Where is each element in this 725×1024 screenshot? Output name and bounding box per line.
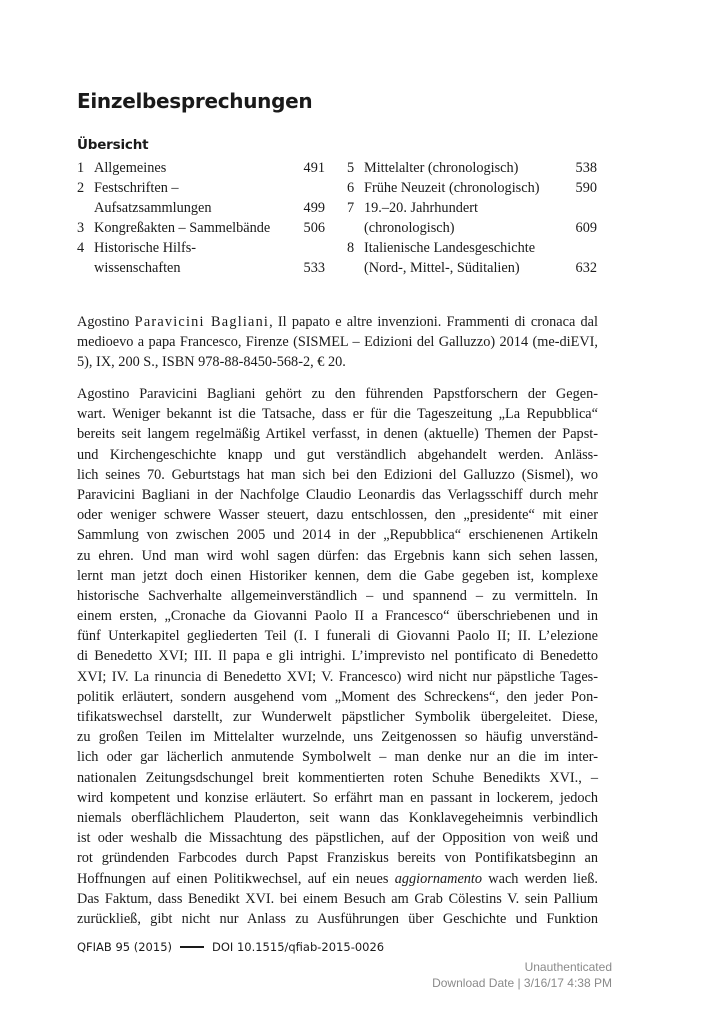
overview-number xyxy=(77,198,94,218)
page-footer xyxy=(77,940,384,954)
overview-row xyxy=(77,178,325,198)
overview-label: Allgemeines xyxy=(94,160,167,176)
body-line: oder weniger schwere Wasser steuert, dazu entschlossen, den „presidente“ mit einer xyxy=(77,507,598,524)
overview-row xyxy=(347,178,597,198)
overview-label: Festschriften – xyxy=(94,180,179,196)
overview-number: 6 xyxy=(347,180,355,196)
reference-author-first: Agostino xyxy=(77,314,130,330)
overview-label: wissenschaften xyxy=(94,260,181,276)
overview-page xyxy=(565,198,597,218)
body-line: tifikatswechsel darstellt, zur Wunderwelt päpstlicher Symbolik übergeleitet. Diese, xyxy=(77,709,598,725)
overview-page xyxy=(293,238,325,258)
body-line: lich seines 70. Geburtstags hat man sich bei den Edizioni del Galluzzo (Sismel), wo xyxy=(77,466,598,483)
overview-page: 506 xyxy=(303,220,325,236)
overview-page xyxy=(293,178,325,198)
overview-number: 7 xyxy=(347,200,355,216)
overview-row xyxy=(347,258,597,278)
overview-row xyxy=(77,258,325,278)
body-line: zurückließ, gibt nicht nur Anlass zu Ausführungen über Geschichte und Funktion xyxy=(77,910,598,927)
overview-number xyxy=(347,218,364,238)
body-line: politik erläutert, sondern ausgehend vom „Moment des Schreckens“, den jeder Pon- xyxy=(77,688,598,705)
overview-label: Aufsatzsammlungen xyxy=(94,200,212,216)
body-line: historische Sachverhalte allgemeinverständlich – und spannend – zu vermitteln. In xyxy=(77,587,598,604)
overview-number xyxy=(347,258,364,278)
footer-rule xyxy=(180,946,204,948)
journal-citation: QFIAB 95 (2015) xyxy=(77,940,172,954)
italic-term: aggiornamento xyxy=(394,870,483,887)
overview-label: (Nord-, Mittel-, Süditalien) xyxy=(364,260,520,276)
body-line: wart. Weniger bekannt ist die Tatsache, dass er für die Tageszeitung „La Repubblica“ xyxy=(77,406,598,423)
overview-column-left xyxy=(77,158,325,278)
overview-page: 499 xyxy=(303,200,325,216)
reference-citation: , Il papato e altre invenzioni. Frammenti di cronaca dal medioevo a papa Francesco, Firenze (SISMEL – Edizioni del Galluzzo) 2014 (me-diEVI, 5), IX, 200 S., ISBN 978-88-8450-568-2, € 20. xyxy=(77,314,599,371)
overview-row xyxy=(77,158,325,178)
body-line: Das Faktum, dass Benedikt XVI. bei einem Besuch am Grab Cölestins V. sein Pallium xyxy=(77,890,598,907)
overview-number xyxy=(77,258,94,278)
watermark-auth: Unauthenticated xyxy=(524,960,612,974)
overview-label: Italienische Landesgeschichte xyxy=(364,240,536,256)
overview-row xyxy=(347,238,597,258)
body-line: fünf Unterkapitel gegliederten Teil (I. I funerali di Giovanni Paolo II; II. L’elezione xyxy=(77,628,598,645)
overview-label: Historische Hilfs- xyxy=(94,240,197,256)
overview-number: 2 xyxy=(77,180,85,196)
body-line: zu ehren. Und man wird wohl sagen dürfen: das Ergebnis kann sich sehen lassen, xyxy=(77,547,598,564)
body-line xyxy=(77,869,598,889)
body-line: ist oder weshalb die Missachtung des päpstlichen, auf der Opposition von weiß und xyxy=(77,830,598,847)
overview-table xyxy=(77,135,597,276)
overview-label: (chronologisch) xyxy=(364,220,455,236)
section-heading: Einzelbesprechungen xyxy=(77,89,313,113)
overview-row xyxy=(347,218,597,238)
reference-author-last: Paravicini Bagliani xyxy=(134,314,270,330)
body-text: wach werden ließ. xyxy=(482,870,599,887)
body-line: XVI; IV. La rinuncia di Benedetto XVI; V. Francesco) wird nicht nur päpstliche Tages- xyxy=(77,668,598,685)
overview-row xyxy=(77,238,325,258)
body-line: Sammlung von zwischen 2005 und 2014 in der „Repubblica“ erschienenen Artikeln xyxy=(77,527,598,544)
overview-page: 632 xyxy=(575,260,597,276)
watermark-download-date: Download Date | 3/16/17 4:38 PM xyxy=(432,976,612,990)
body-line: Paravicini Bagliani in der Nachfolge Claudio Leonardis das Verlagsschiff durch mehr xyxy=(77,486,598,503)
review-body xyxy=(77,384,598,929)
body-line: rot gründenden Farbcodes durch Papst Franziskus bereits von Pontifikatsbeginn an xyxy=(77,850,598,867)
overview-page: 538 xyxy=(575,160,597,176)
overview-page: 590 xyxy=(575,180,597,196)
overview-number: 5 xyxy=(347,160,355,176)
overview-label: Mittelalter (chronologisch) xyxy=(364,160,519,176)
overview-page xyxy=(565,238,597,258)
overview-number: 4 xyxy=(77,240,85,256)
body-line: Agostino Paravicini Bagliani gehört zu den führenden Papstforschern der Gegen- xyxy=(77,386,598,402)
overview-title: Übersicht xyxy=(77,137,149,153)
body-line: und Kirchengeschichte knapp und gut verständlich abgehandelt werden. Anläss- xyxy=(77,446,598,463)
body-line: di Benedetto XVI; III. Il papa e gli intrighi. L’imprevisto nel pontificato di Benedetto xyxy=(77,648,598,665)
overview-row xyxy=(77,218,325,238)
book-reference xyxy=(77,312,598,373)
body-text: Hoffnungen auf einen Politikwechsel, auf ein neues xyxy=(77,870,395,887)
overview-row xyxy=(347,158,597,178)
overview-column-right xyxy=(347,158,597,278)
overview-label: 19.–20. Jahrhundert xyxy=(364,200,478,216)
body-line: lernt man jetzt doch einen Historiker kennen, dem die Gabe gegeben ist, komplexe xyxy=(77,567,598,584)
overview-number: 3 xyxy=(77,220,85,236)
overview-row xyxy=(347,198,597,218)
overview-number: 8 xyxy=(347,240,355,256)
body-line: niemals oberflächlichem Plauderton, seit wann das Konklavegeheimnis verbindlich xyxy=(77,809,598,826)
body-line: bereits seit langem regelmäßig Artikel verfasst, in denen (aktuelle) Themen der Papst- xyxy=(77,426,598,443)
body-line: zu großen Teilen im Mittelalter wurzelnde, uns Zeitgenossen so häufig unverständ- xyxy=(77,729,598,746)
body-line: wird kompetent und konzise erläutert. So erfährt man en passant in lockerem, jedoch xyxy=(77,789,598,806)
body-line: lich oder gar lächerlich anmutende Symbolwelt – man denke nur an die im inter- xyxy=(77,749,598,766)
body-line: einem ersten, „Cronache da Giovanni Paolo II a Francesco“ überschriebenen und in xyxy=(77,608,598,625)
doi-link[interactable]: DOI 10.1515/qfiab-2015-0026 xyxy=(212,940,385,954)
overview-page: 491 xyxy=(303,160,325,176)
overview-page: 609 xyxy=(575,220,597,236)
overview-row xyxy=(77,198,325,218)
overview-number: 1 xyxy=(77,160,85,176)
body-line: nationalen Zeitungsdschungel breit kommentierten roten Schuhe Benedikts XVI., – xyxy=(77,769,598,786)
overview-label: Frühe Neuzeit (chronologisch) xyxy=(364,180,540,196)
overview-label: Kongreßakten – Sammelbände xyxy=(94,220,271,236)
overview-page: 533 xyxy=(303,260,325,276)
